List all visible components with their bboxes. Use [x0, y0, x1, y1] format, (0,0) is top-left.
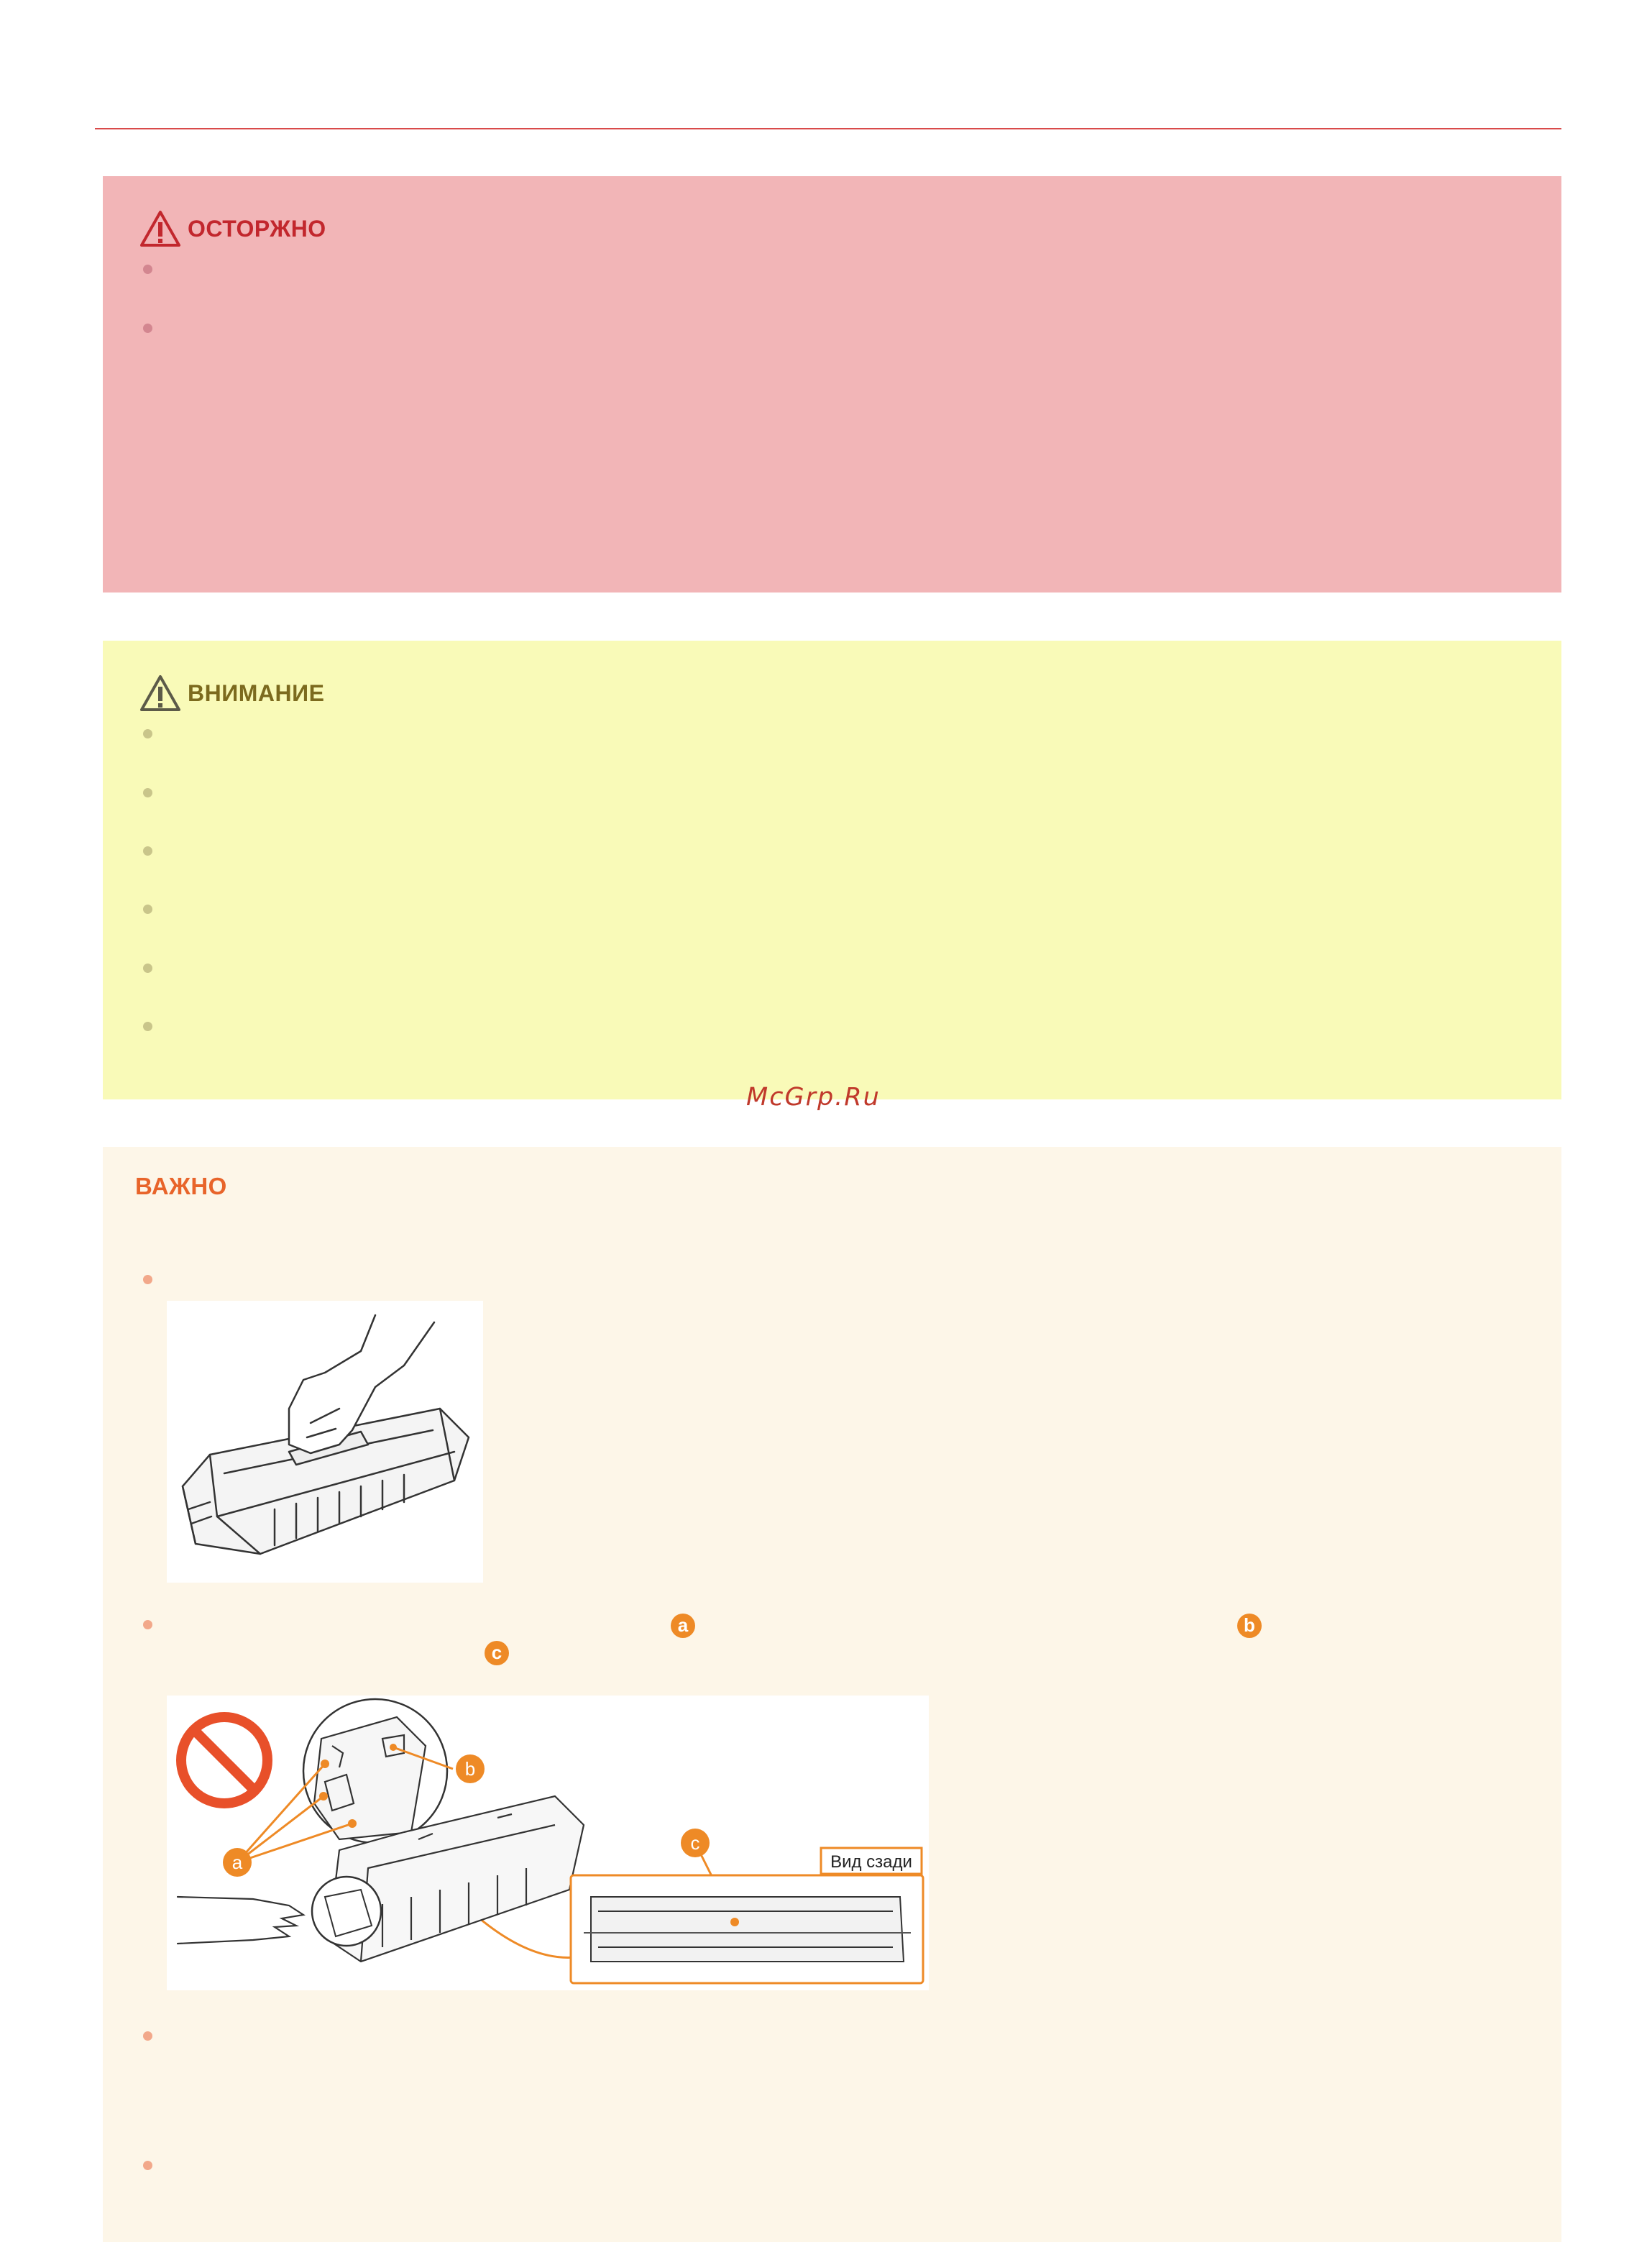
top-rule	[95, 128, 1561, 129]
caution-title: ВНИМАНИЕ	[188, 680, 325, 706]
caution-bullet	[143, 729, 152, 738]
caution-bullet	[143, 905, 152, 914]
important-panel	[103, 1147, 1561, 2242]
important-title: ВАЖНО	[135, 1173, 227, 1199]
prohibited-icon	[181, 1717, 267, 1803]
warning-heading	[139, 209, 326, 248]
warning-bullet	[143, 265, 152, 274]
do-not-touch-figure	[167, 1696, 929, 1990]
caution-bullet	[143, 788, 152, 797]
important-bullet	[143, 2161, 152, 2170]
svg-text:c: c	[690, 1832, 700, 1854]
caution-heading	[139, 674, 324, 713]
caution-panel	[103, 641, 1561, 1099]
warning-title: ОСТОРЖНО	[188, 215, 326, 242]
caution-bullet	[143, 964, 152, 973]
figure-callout-a	[223, 1848, 252, 1877]
cartridge-parts-illustration	[167, 1696, 929, 1990]
callout-c: c	[485, 1641, 509, 1665]
warning-bullet	[143, 324, 152, 333]
warning-triangle-icon	[139, 209, 182, 248]
important-bullet	[143, 2031, 152, 2041]
warning-panel	[103, 176, 1561, 592]
callout-b: b	[1237, 1614, 1262, 1638]
cartridge-handling-figure	[167, 1301, 483, 1583]
svg-text:a: a	[231, 1852, 243, 1873]
svg-text:b: b	[464, 1758, 476, 1780]
figure-callout-c	[681, 1829, 710, 1857]
important-heading	[135, 1173, 227, 1200]
cartridge-illustration	[167, 1301, 483, 1583]
callout-a: a	[671, 1614, 695, 1638]
important-bullet	[143, 1275, 152, 1284]
caution-bullet	[143, 846, 152, 856]
figure-callout-b	[456, 1754, 485, 1783]
caution-triangle-icon	[139, 674, 182, 713]
caution-bullet	[143, 1022, 152, 1031]
rear-view-label: Вид сзади	[830, 1852, 912, 1872]
important-bullet	[143, 1620, 152, 1629]
watermark: McGrp.Ru	[746, 1083, 881, 1112]
